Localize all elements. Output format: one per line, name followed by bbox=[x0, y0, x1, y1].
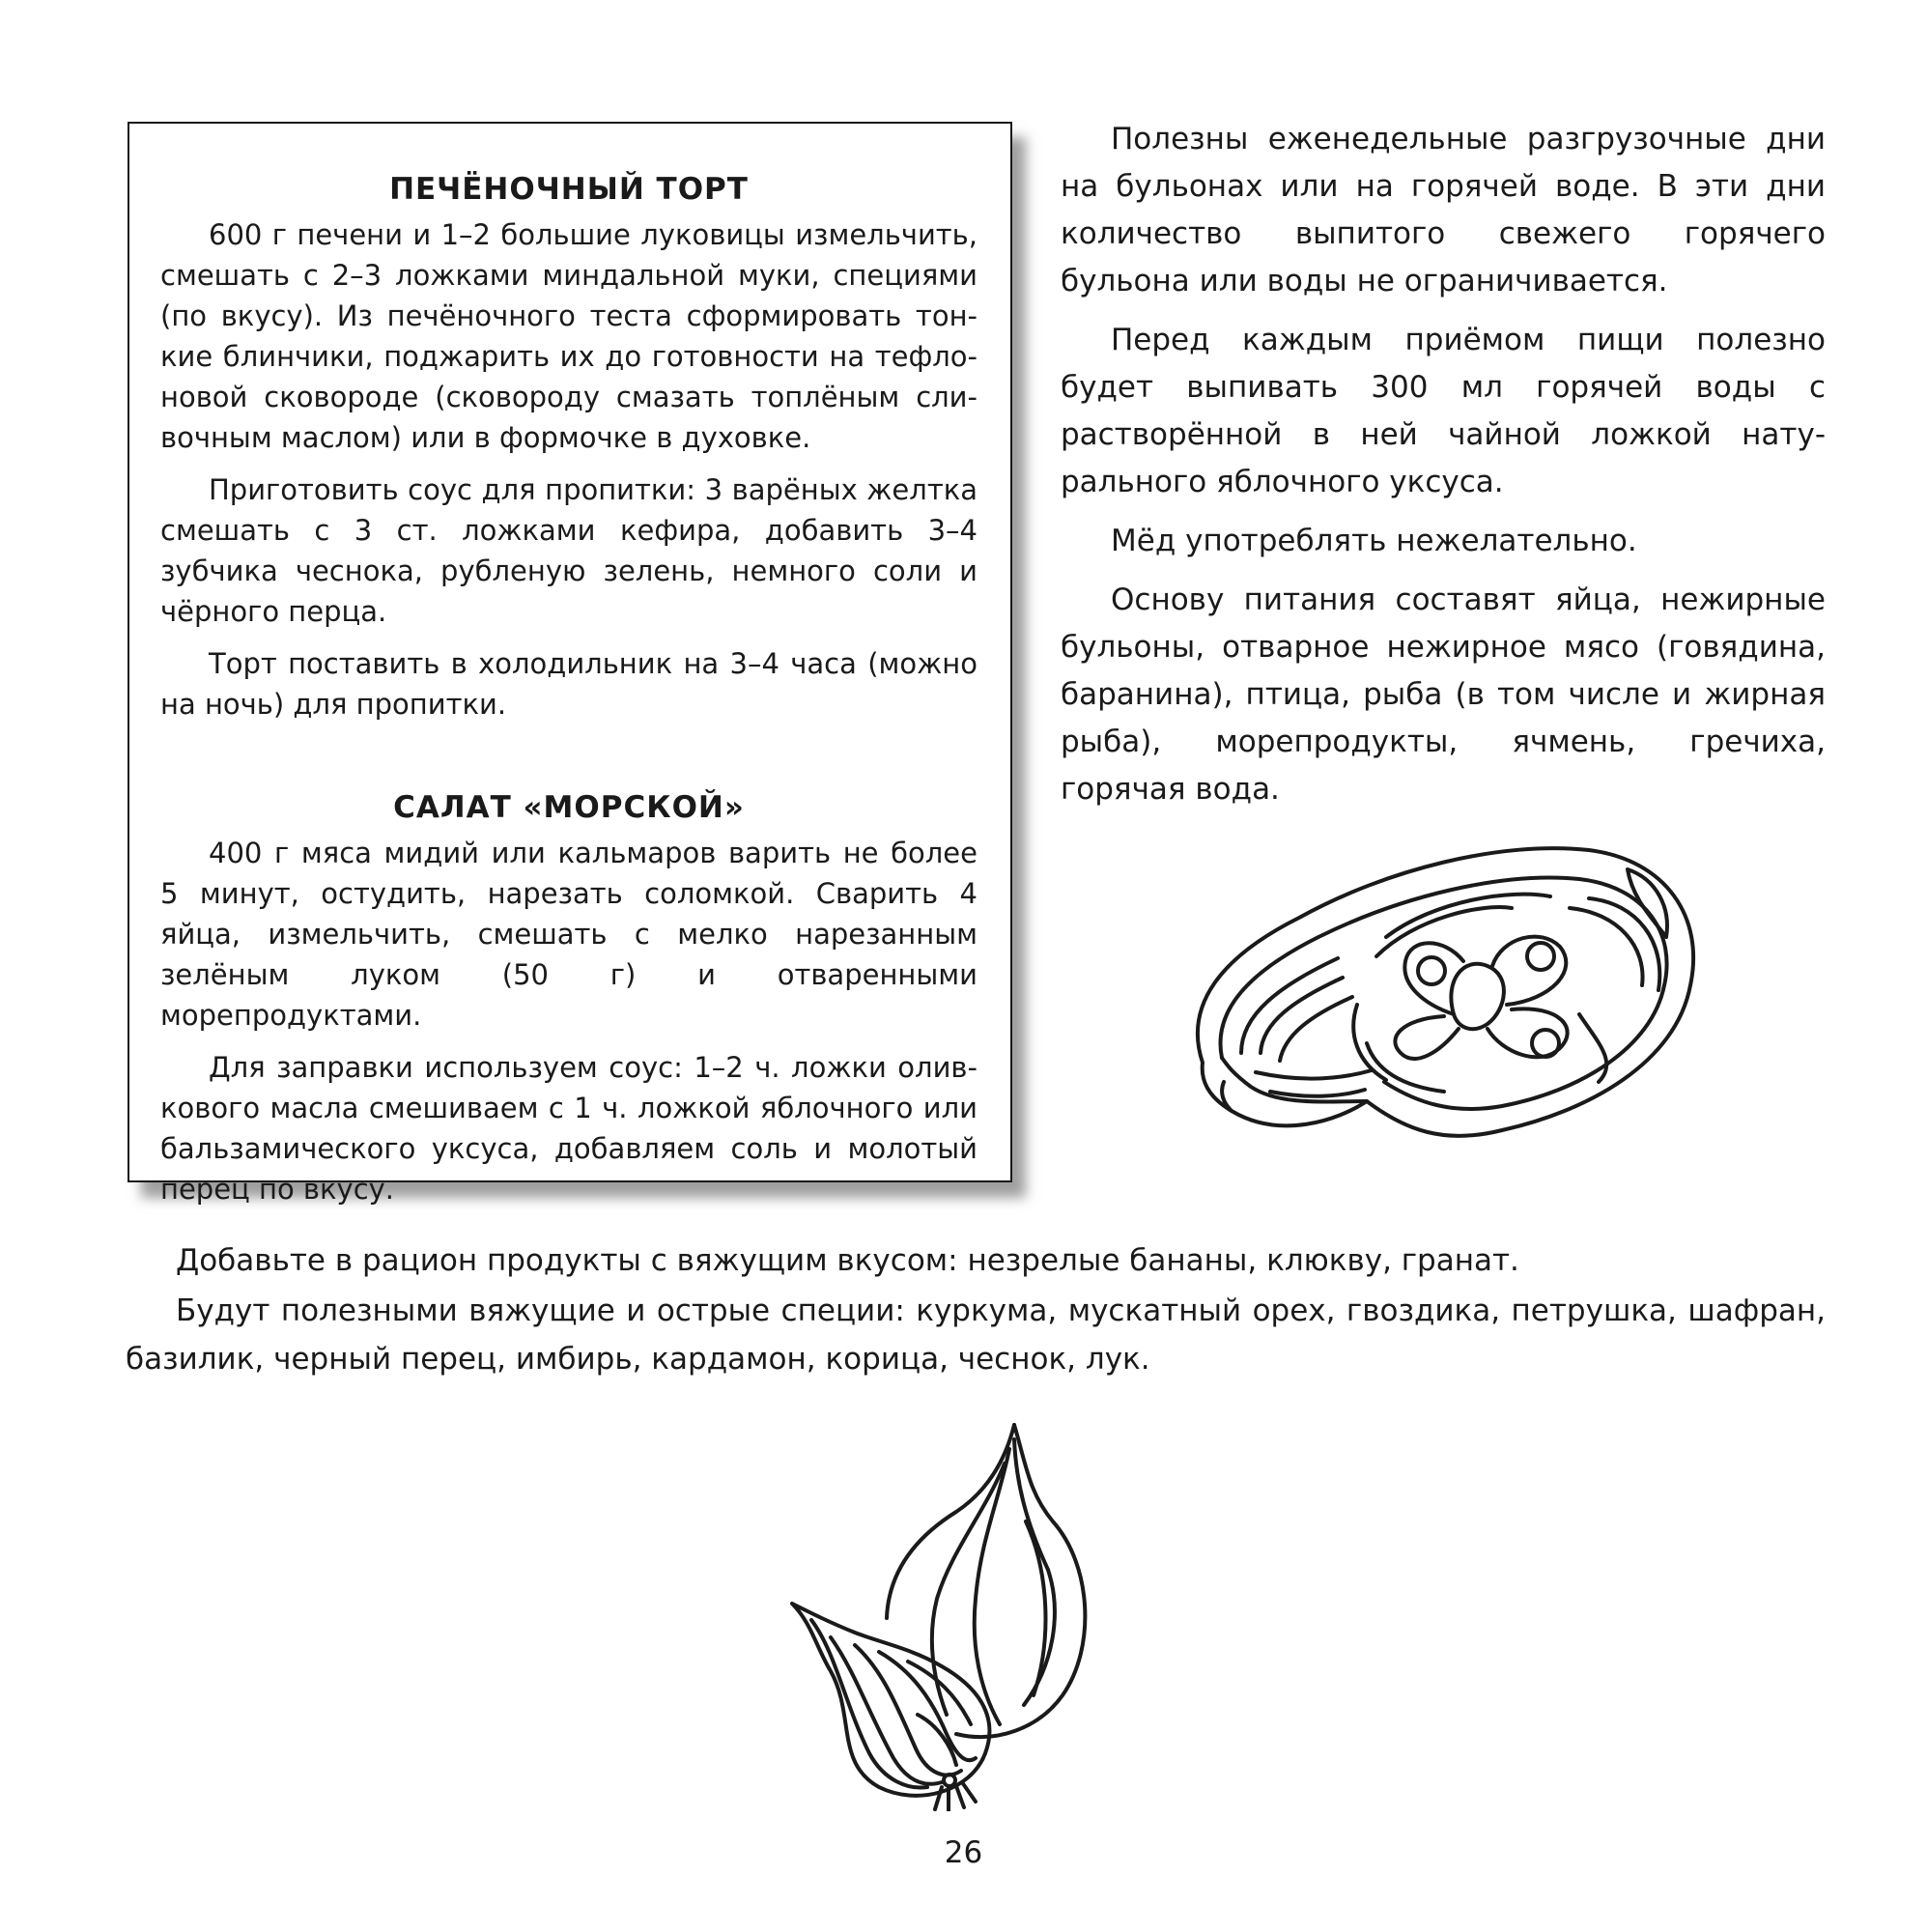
recipe-liver-cake bbox=[160, 170, 978, 724]
recipe-paragraph: Приготовить соус для пропитки: 3 варёных желтка смешать с 3 ст. ложками кефира, добавить 3–4 зубчика чеснока, рубленую зелень, немного соли и чёрного перца. bbox=[160, 473, 978, 628]
recipe-paragraph: Для заправки используем соус: 1–2 ч. ложки оливкового масла смешиваем с 1 ч. ложкой яблочного или бальзамического уксуса, добавляем соль и молотый перец по вкусу. bbox=[160, 1051, 978, 1206]
right-column-text bbox=[1061, 116, 1826, 825]
recipe-paragraph: 600 г печени и 1–2 большие луковицы измельчить, смешать с 2–3 ложками миндальной муки, специями (по вкусу). Из печёночного теста сформировать тонкие блинчики, поджарить их до готовности на тефлоновой сковороде (сковороду смазать топлёным сливочным маслом) или в формочке в духовке. bbox=[160, 218, 978, 454]
bottom-text bbox=[126, 1236, 1826, 1385]
fish-steak-icon bbox=[1164, 811, 1714, 1198]
recipe-sea-salad bbox=[160, 788, 978, 1209]
recipe-box bbox=[128, 122, 1012, 1206]
recipe-paragraph: 400 г мяса мидий или кальмаров варить не более 5 минут, остудить, нарезать соломкой. Сварить 4 яйца, измельчить, смешать с мелко нарезанным зелёным луком (50 г) и отваренными морепродуктами. bbox=[160, 837, 978, 1032]
recipe-title: ПЕЧЁНОЧНЫЙ ТОРТ bbox=[389, 172, 749, 207]
body-paragraph: Будут полезными вяжущие и острые специи: куркума, мускатный орех, гвоздика, петрушка, шафран, базилик, черный перец, имбирь, кардамон, корица, чеснок, лук. bbox=[126, 1293, 1826, 1377]
onion-icon bbox=[773, 1406, 1178, 1811]
body-paragraph: Полезны еженедельные разгрузочные дни на бульонах или на горячей воде. В эти дни количество выпитого свежего горячего бульона или воды не ограничивается. bbox=[1061, 122, 1826, 298]
recipe-title: САЛАТ «МОРСКОЙ» bbox=[393, 790, 745, 825]
recipe-paragraph: Торт поставить в холодильник на 3–4 часа (можно на ночь) для пропитки. bbox=[160, 647, 978, 721]
page-number: 26 bbox=[944, 1835, 983, 1870]
body-paragraph: Добавьте в рацион продукты с вяжущим вкусом: незрелые бананы, клюкву, гранат. bbox=[176, 1243, 1519, 1278]
body-paragraph: Основу питания составят яйца, нежирные бульоны, отварное нежирное мясо (говядина, баранина), птица, рыба (в том числе и жирная рыба), морепродукты, ячмень, гречиха, горячая вода. bbox=[1061, 582, 1826, 807]
body-paragraph: Мёд употреблять нежелательно. bbox=[1111, 524, 1637, 558]
body-paragraph: Перед каждым приёмом пищи полезно будет выпивать 300 мл горячей воды с растворённой в ней чайной ложкой натурального яблочного уксуса. bbox=[1061, 323, 1826, 499]
